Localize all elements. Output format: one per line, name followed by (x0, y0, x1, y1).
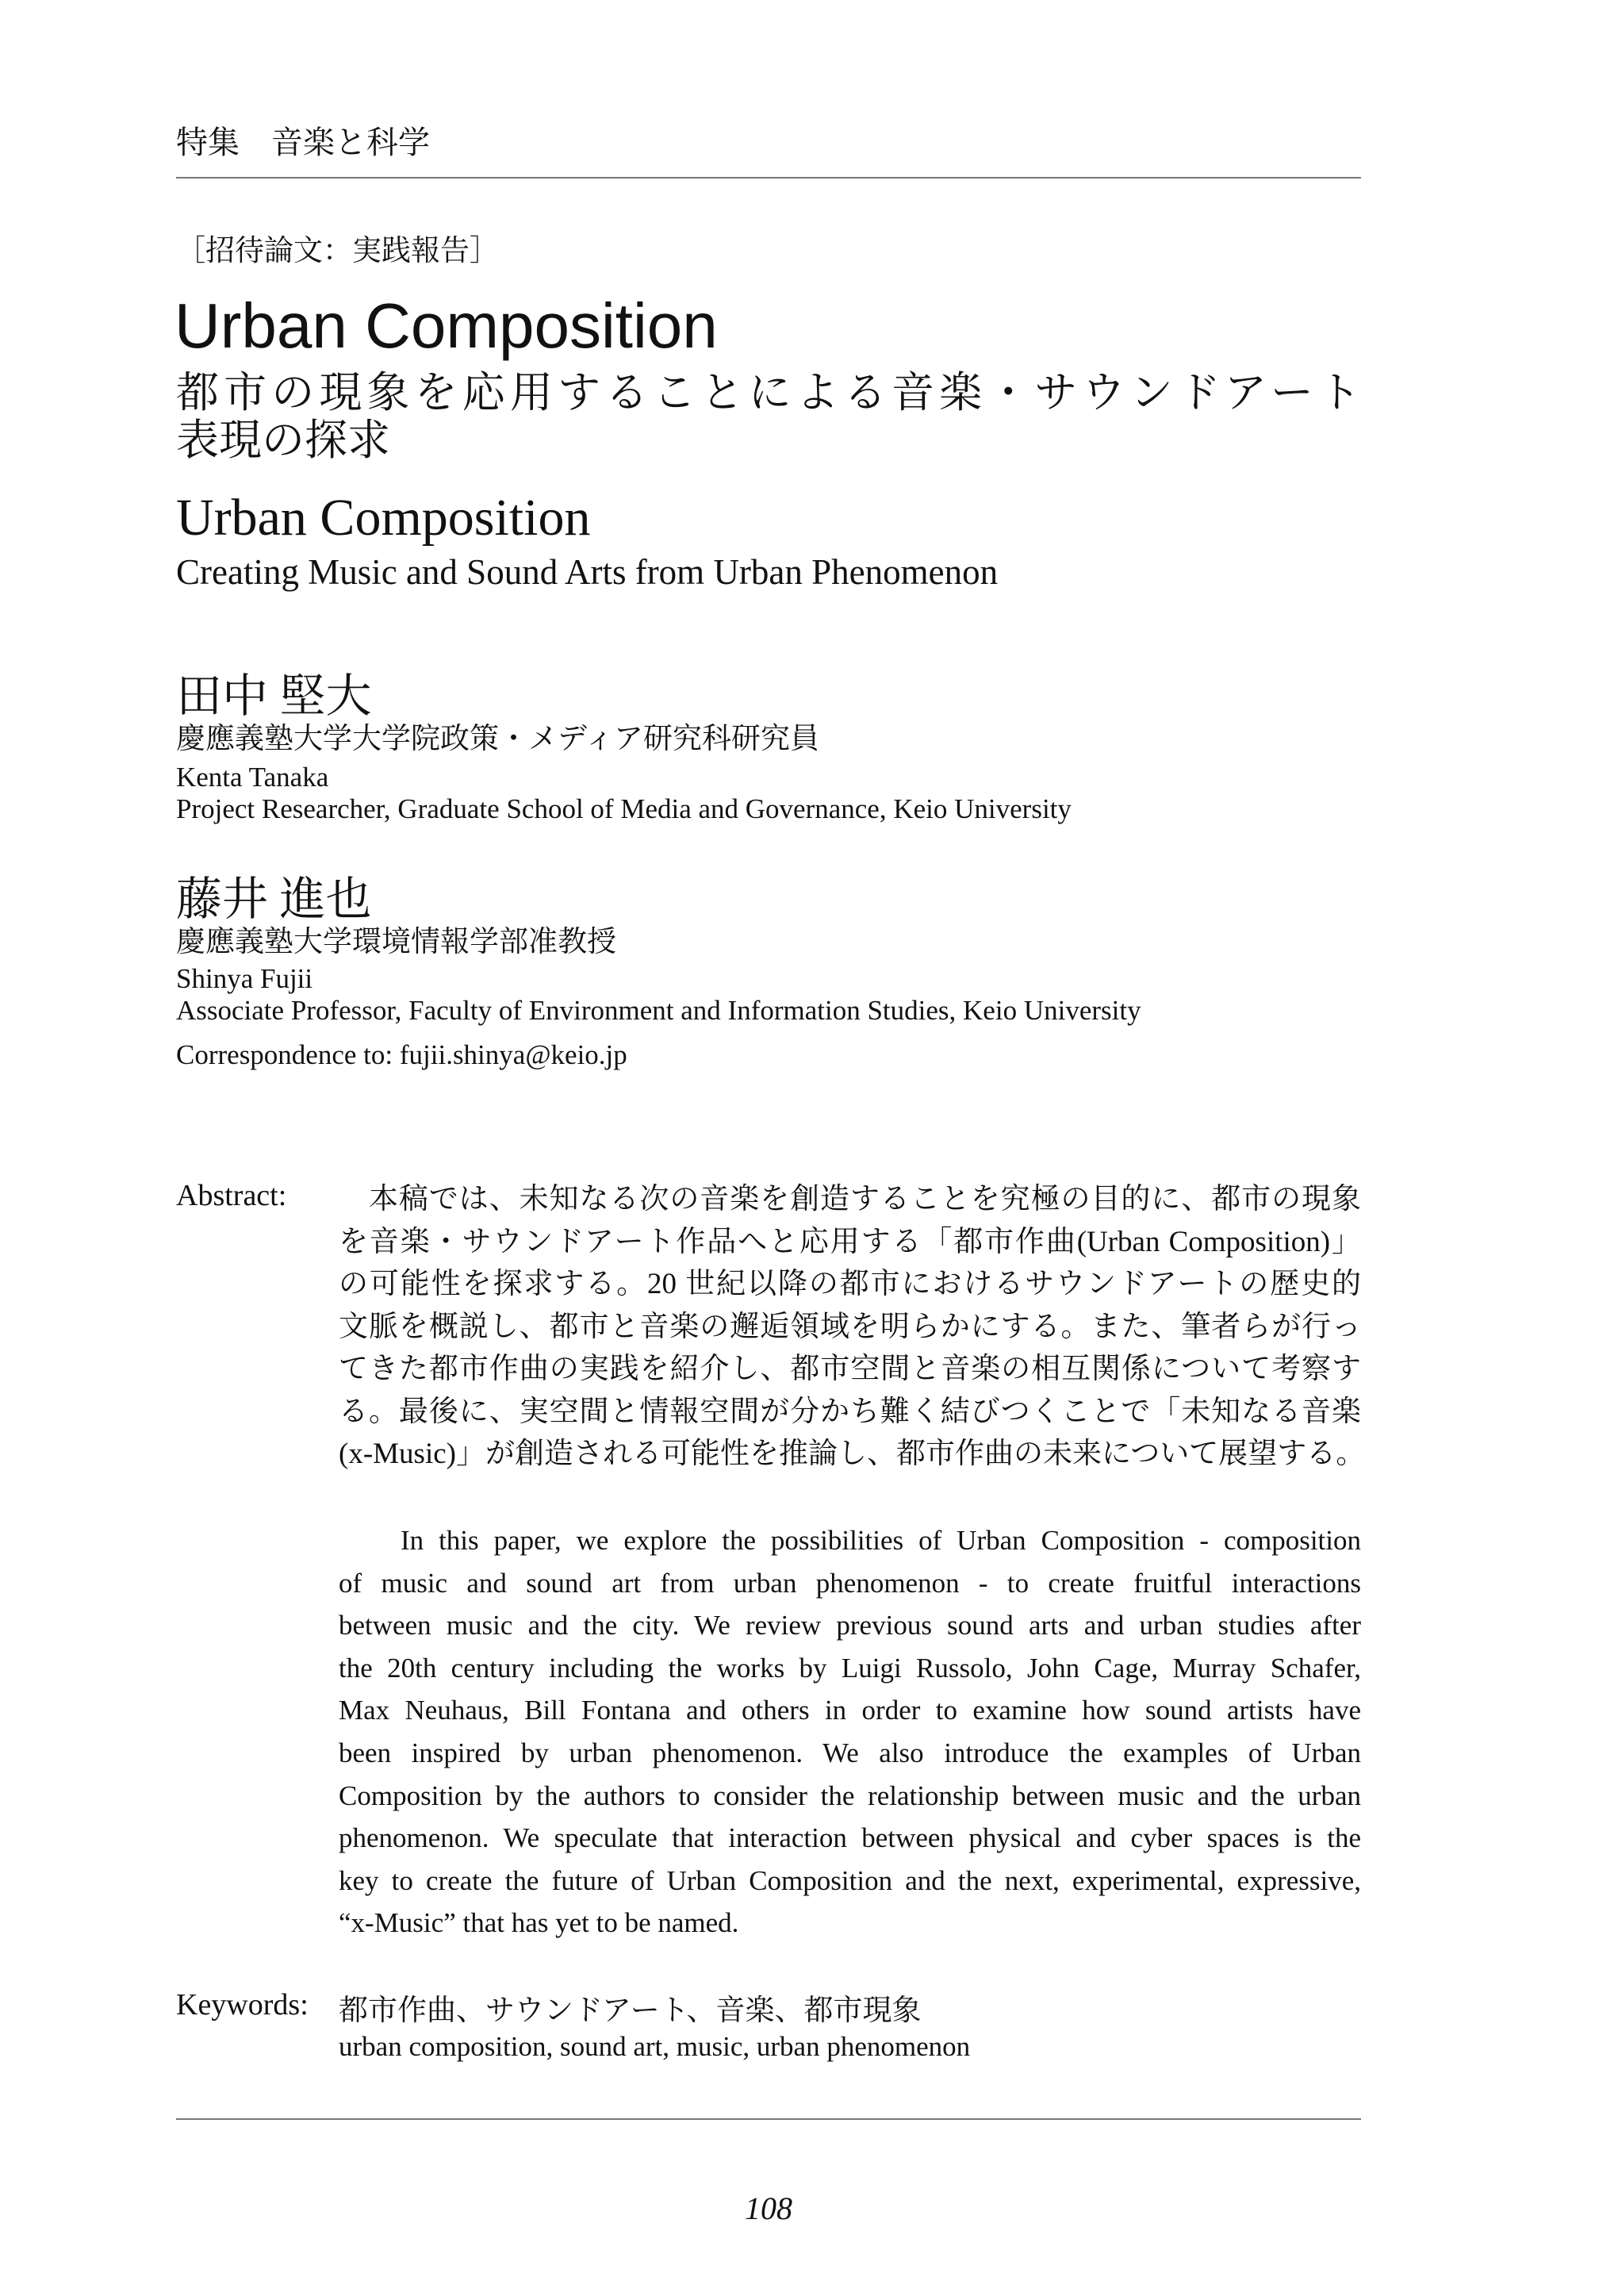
bottom-rule (176, 2118, 1361, 2120)
keywords-en: urban composition, sound art, music, urban phenomenon (339, 2031, 971, 2062)
author-affiliation-ja: 慶應義塾大学大学院政策・メディア研究科研究員 (176, 723, 820, 755)
abstract-en-line: Composition by the authors to consider the relationship between music and the urban (339, 1780, 1361, 1811)
abstract-en-line: “x-Music” that has yet to be named. (339, 1907, 739, 1939)
correspondence-email: Correspondence to: fujii.shinya@keio.jp (176, 1039, 627, 1070)
abstract-en-line: phenomenon. We speculate that interaction between physical and cyber spaces is the (339, 1822, 1361, 1854)
abstract-ja-line: てきた都市作曲の実践を紹介し、都市空間と音楽の相互関係について考察す (339, 1353, 1361, 1385)
top-rule (176, 177, 1361, 179)
author-name-en: Kenta Tanaka (176, 762, 329, 793)
abstract-en-line: between music and the city. We review previous sound arts and urban studies after (339, 1610, 1361, 1641)
abstract-ja-line: を音楽・サウンドアート作品へと応用する「都市作曲(Urban Composition)」 (339, 1225, 1361, 1258)
abstract-ja-line: の可能性を探求する。20 世紀以降の都市におけるサウンドアートの歴史的 (339, 1268, 1361, 1300)
author-affiliation-en: Project Researcher, Graduate School of Media and Governance, Keio University (176, 793, 1072, 824)
keywords-label: Keywords: (176, 1988, 309, 2021)
abstract-ja-line: (x-Music)」が創造される可能性を推論し、都市作曲の未来について展望する。 (339, 1438, 1366, 1470)
title-ja-line: 表現の探求 (176, 417, 390, 464)
abstract-ja-line: 文脈を概説し、都市と音楽の邂逅領域を明らかにする。また、筆者らが行っ (339, 1310, 1361, 1343)
abstract-en-line: been inspired by urban phenomenon. We also introduce the examples of Urban (339, 1737, 1361, 1768)
abstract-en-line: the 20th century including the works by Luigi Russolo, John Cage, Murray Schafer, (339, 1652, 1361, 1684)
subtitle-en: Creating Music and Sound Arts from Urban Phenomenon (176, 552, 999, 592)
abstract-en-line: key to create the future of Urban Composition and the next, experimental, expressive, (339, 1864, 1361, 1896)
abstract-en (339, 1519, 1361, 1945)
abstract-en-line: Max Neuhaus, Bill Fontana and others in order to examine how sound artists have (339, 1695, 1361, 1726)
abstract-ja (339, 1178, 1366, 1476)
author-name-ja: 藤井 進也 (176, 873, 372, 925)
keywords-ja: 都市作曲、サウンドアート、音楽、都市現象 (339, 1995, 922, 2027)
abstract-en-line: In this paper, we explore the possibilities of Urban Composition - composition (401, 1525, 1361, 1556)
page-number: 108 (745, 2190, 792, 2226)
author-affiliation-ja: 慶應義塾大学環境情報学部准教授 (176, 926, 616, 958)
title-en-sans: Urban Composition (174, 290, 718, 361)
author-affiliation-en: Associate Professor, Faculty of Environment and Information Studies, Keio University (176, 995, 1141, 1026)
author-name-ja: 田中 堅大 (176, 670, 372, 722)
title-ja-line: 都市の現象を応用することによる音楽・サウンドアート (176, 369, 1361, 417)
author-name-en: Shinya Fujii (176, 963, 313, 994)
abstract-en-line: of music and sound art from urban phenomenon - to create fruitful interactions (339, 1567, 1361, 1599)
abstract-ja-line: る。最後に、実空間と情報空間が分かち難く結びつくことで「未知なる音楽 (339, 1395, 1361, 1428)
running-header: 特集 音楽と科学 (176, 125, 430, 160)
title-en-serif: Urban Composition (176, 489, 591, 547)
abstract-label: Abstract: (176, 1179, 287, 1212)
abstract-ja-line: 本稿では、未知なる次の音楽を創造することを究極の目的に、都市の現象 (339, 1183, 1361, 1215)
article-category: ［招待論文：実践報告］ (176, 235, 499, 267)
title-ja (176, 369, 1361, 464)
